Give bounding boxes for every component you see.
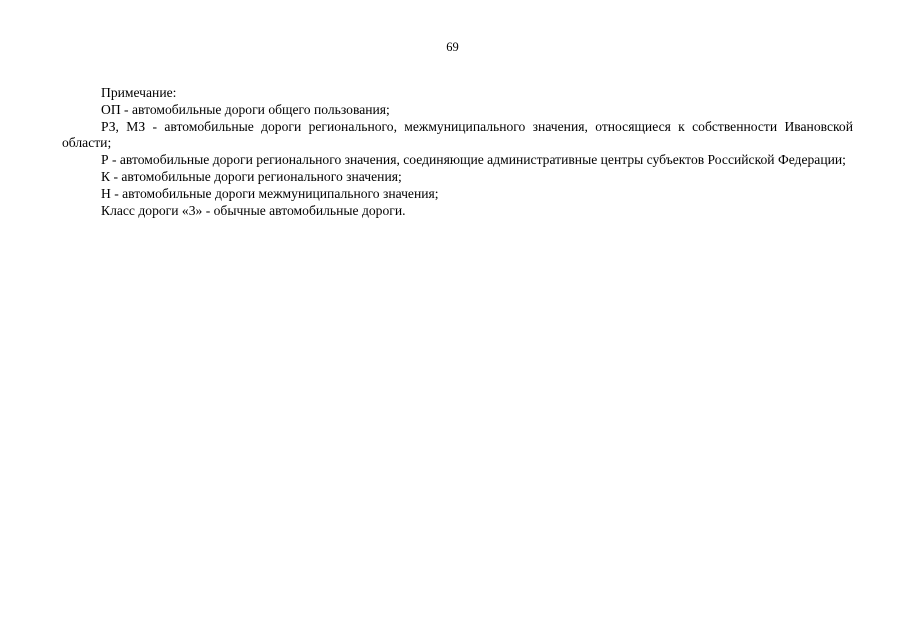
notes-heading: Примечание: — [101, 85, 177, 100]
note-line-rz-mz: РЗ, МЗ - автомобильные дороги регионального, межмуниципального значения, относящиеся к собственности Ивановской области; — [62, 118, 853, 151]
notes-section — [62, 85, 853, 219]
note-line-r: Р - автомобильные дороги регионального значения, соединяющие административные центры субъектов Российской Федерации; — [101, 152, 846, 168]
note-line-n: Н - автомобильные дороги межмуниципального значения; — [101, 185, 439, 201]
page-number: 69 — [446, 40, 459, 54]
note-line-op: ОП - автомобильные дороги общего пользования; — [101, 101, 390, 117]
note-line-k: К - автомобильные дороги регионального значения; — [101, 168, 402, 184]
note-line-road-class: Класс дороги «3» - обычные автомобильные дороги. — [101, 202, 406, 218]
